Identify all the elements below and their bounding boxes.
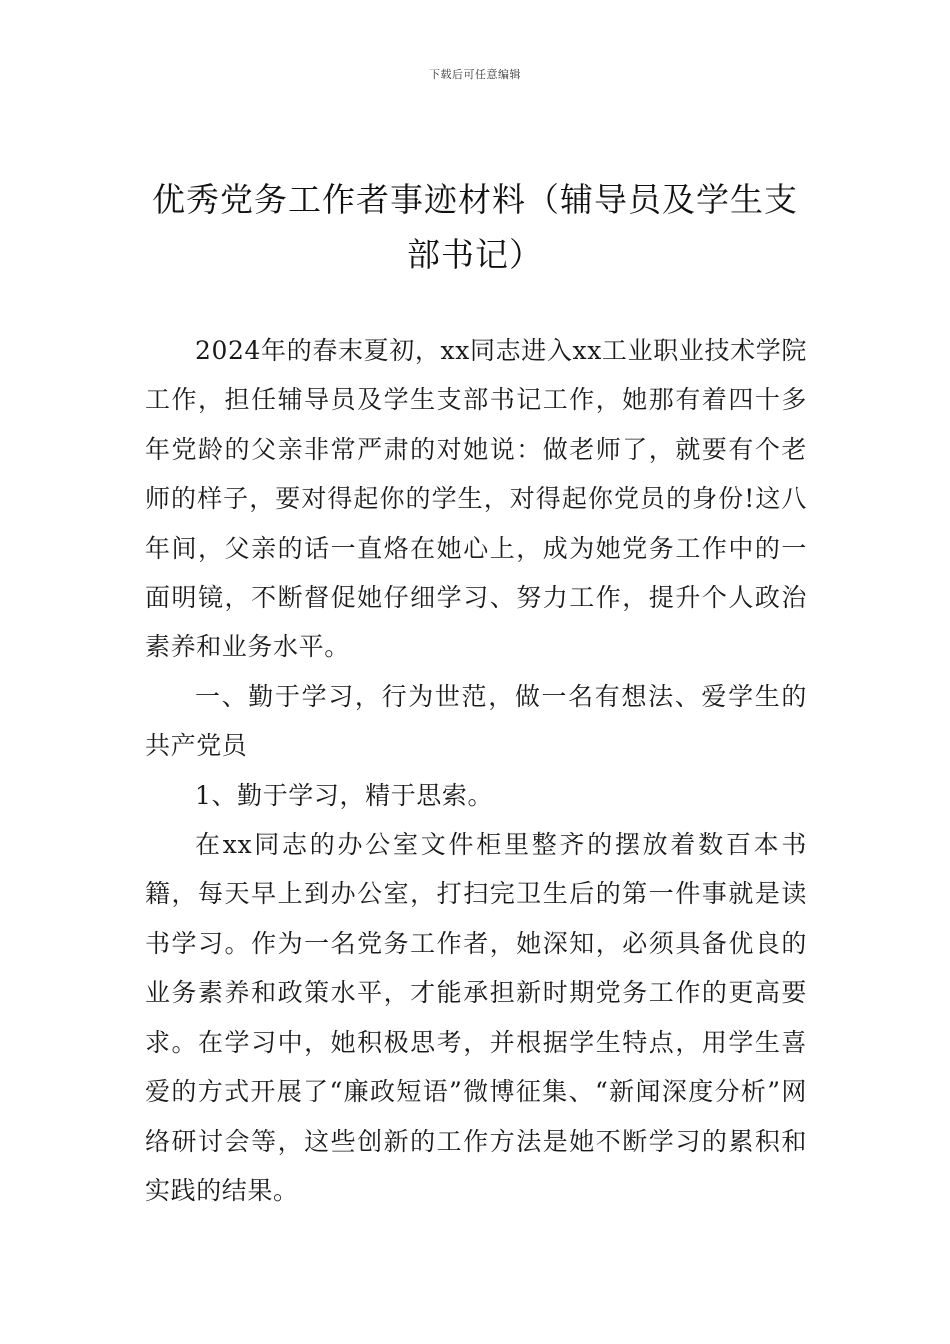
paragraph-study: 在xx同志的办公室文件柜里整齐的摆放着数百本书籍，每天早上到办公室，打扫完卫生后的第一件事就是读书学习。作为一名党务工作者，她深知，必须具备优良的业务素养和政策水平，才能承担新时期党务工作的更高要求。在学习中，她积极思考，并根据学生特点，用学生喜爱的方式开展了“廉政短语”微博征集、“新闻深度分析”网络研讨会等，这些创新的工作方法是她不断学习的累积和实践的结果。 bbox=[145, 830, 807, 1205]
document-body bbox=[145, 326, 807, 1215]
paragraph-intro: 2024年的春末夏初，xx同志进入xx工业职业技术学院工作，担任辅导员及学生支部书记工作，她那有着四十多年党龄的父亲非常严肃的对她说：做老师了，就要有个老师的样子，要对得起你的学生，对得起你党员的身份!这八年间，父亲的话一直烙在她心上，成为她党务工作中的一面明镜，不断督促她仔细学习、努力工作，提升个人政治素养和业务水平。 bbox=[145, 336, 807, 662]
subsection-heading-1-1: 1、勤于学习，精于思索。 bbox=[195, 780, 494, 810]
section-heading-1: 一、勤于学习，行为世范，做一名有想法、爱学生的共产党员 bbox=[145, 681, 807, 761]
document-title: 优秀党务工作者事迹材料（辅导员及学生支部书记） bbox=[152, 180, 798, 274]
header-note: 下载后可任意编辑 bbox=[429, 68, 521, 81]
